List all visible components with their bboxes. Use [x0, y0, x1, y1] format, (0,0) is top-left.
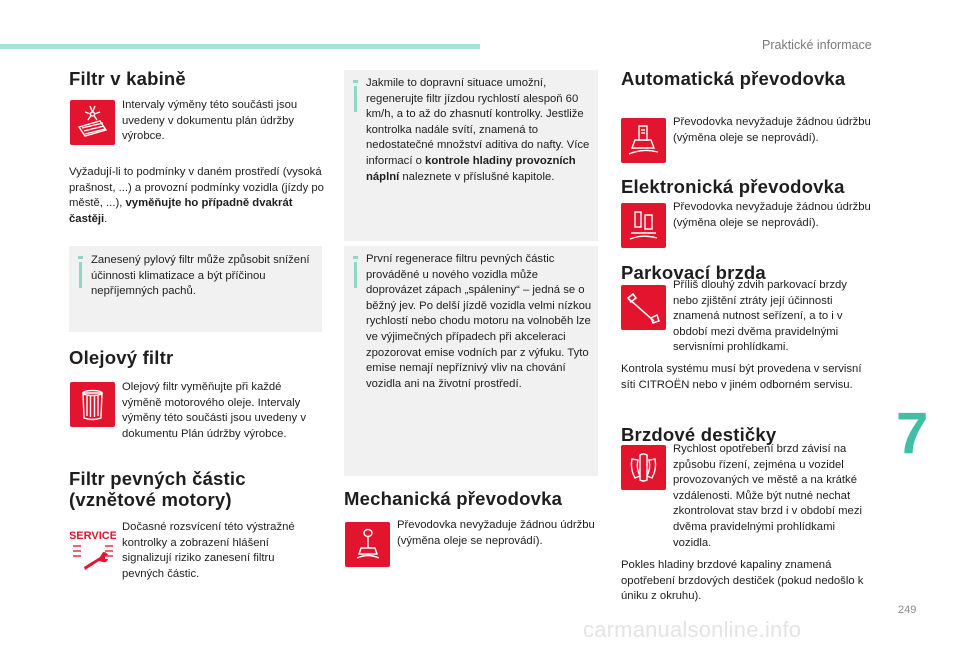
electronic-gearbox-text: Převodovka nevyžaduje žádnou údržbu (výměna oleje se neprovádí).: [673, 201, 871, 229]
section-title: Praktické informace: [762, 38, 872, 52]
brake-pads-icon: [621, 445, 666, 490]
brake-pads-text: Rychlost opotřebení brzd závisí na způsobu řízení, zejména u vozidel provozovaných ve městě a na krátké vzdálenosti. Může být nutné nechat zkontrolovat stav brzd i v období mezi dvěma pravidelnými prohlídkami vozidla.: [673, 443, 862, 549]
parking-brake-icon: [621, 285, 666, 330]
brake-pads-paragraph: Pokles hladiny brzdové kapaliny znamená opotřebení brzdových destiček (pokud nedošlo k úniku z okruhu).: [621, 559, 864, 603]
oil-filter-text: Olejový filtr vyměňujte při každé výměně motorového oleje. Intervaly výměny této součásti jsou uvedeny v dokumentu Plán údržby výrobce.: [122, 381, 306, 440]
manual-gearbox-text: Převodovka nevyžaduje žádnou údržbu (výměna oleje se neprovádí).: [397, 519, 595, 547]
cabin-filter-note: [69, 246, 322, 332]
oil-filter-icon: [70, 382, 115, 427]
cabin-filter-interval-text: Intervaly výměny této součásti jsou uvedeny v dokumentu plán údržby výrobce.: [122, 99, 298, 143]
page-number: 249: [898, 604, 917, 616]
chapter-number: 7: [896, 401, 929, 466]
dpf-first-regeneration-note: [344, 246, 598, 476]
note-marker-bar: [79, 262, 82, 288]
parking-brake-title: Parkovací brzda: [621, 262, 766, 283]
dpf-regeneration-note: [344, 70, 598, 241]
note-marker: [78, 256, 83, 259]
cabin-filter-paragraph: Vyžadují-li to podmínky v daném prostředí (vysoká prašnost, ...) a provozní podmínky vozidla (jízdy po městě, ...), vyměňujte ho případně dvakrát častěji.: [69, 166, 324, 225]
dpf-title: Filtr pevných částic (vznětové motory): [69, 468, 246, 511]
note-marker: [353, 256, 358, 259]
dpf-regeneration-note-text: Jakmile to dopravní situace umožní, regenerujte filtr jízdou rychlostí alespoň 60 km/h, a to až do zhasnutí kontrolky. Jestliže kontrolka nadále svítí, znamená to nedostatečné množství aditiva do nafty. Více informací o kontrole hladiny provozních náplní naleznete v příslušné kapitole.: [366, 77, 590, 183]
automatic-gearbox-title: Automatická převodovka: [621, 68, 846, 89]
electronic-gearbox-icon: [621, 203, 666, 248]
cabin-filter-title: Filtr v kabině: [69, 68, 186, 89]
note-marker-bar: [354, 86, 357, 112]
header-accent-bar: [0, 44, 480, 49]
parking-brake-text: Příliš dlouhý zdvih parkovací brzdy nebo zjištění ztráty její účinnosti znamená nutnost seřízení, a to i v období mezi dvěma pravidelnými servisními prohlídkami.: [673, 279, 847, 354]
brake-pads-title: Brzdové destičky: [621, 424, 777, 445]
dpf-text: Dočasné rozsvícení této výstražné kontrolky a zobrazení hlášení signalizují riziko zanesení filtru pevných částic.: [122, 521, 295, 580]
cabin-filter-icon: [70, 100, 115, 145]
note-marker: [353, 80, 358, 83]
automatic-gearbox-text: Převodovka nevyžaduje žádnou údržbu (výměna oleje se neprovádí).: [673, 116, 871, 144]
manual-gearbox-title: Mechanická převodovka: [344, 488, 563, 509]
cabin-filter-note-text: Zanesený pylový filtr může způsobit snížení účinnosti klimatizace a být příčinou nepříjemných pachů.: [91, 254, 310, 298]
automatic-gearbox-icon: [621, 118, 666, 163]
dpf-first-regeneration-note-text: První regenerace filtru pevných částic prováděné u nového vozidla může doprovázet zápach „spáleniny“ – jedná se o běžný jev. Po delší jízdě vozidla velmi nízkou rychlostí nebo chodu motoru na volnoběh lze ve výjimečných případech při akceleraci zpozorovat emise vodních par z výfuku. Tyto emise nemají nepříznivý vliv na chování vozidla ani na životní prostředí.: [366, 253, 592, 390]
electronic-gearbox-title: Elektronická převodovka: [621, 176, 845, 197]
manual-gearbox-icon: [345, 522, 390, 567]
oil-filter-title: Olejový filtr: [69, 347, 174, 368]
service-label: SERVICE: [70, 530, 116, 542]
parking-brake-paragraph: Kontrola systému musí být provedena v servisní síti CITROËN nebo v jiném odborném servisu.: [621, 363, 862, 391]
note-marker-bar: [354, 262, 357, 288]
watermark: carmanualsonline.info: [583, 617, 802, 642]
service-warning-icon: [70, 528, 116, 576]
